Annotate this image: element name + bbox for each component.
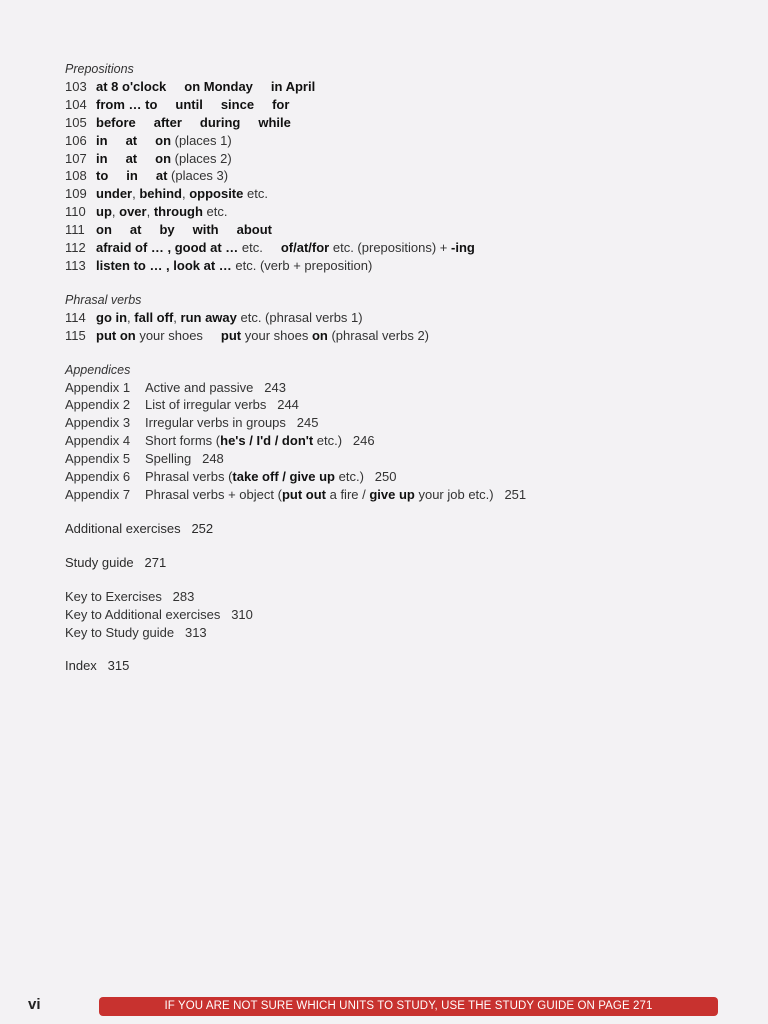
bold-term: put out [281,486,326,502]
key-entry: Key to Exercises 283 [65,588,195,604]
unit-number: 111 [65,222,85,238]
bold-term: give up [369,486,415,502]
bold-term: on [155,150,172,166]
entry-text: , [132,186,140,202]
section-title-prepositions: Prepositions [65,62,134,76]
entry-text: your shoes [241,327,312,343]
bold-term: since [220,96,255,112]
entry-text: etc. (verb + preposition) [231,257,373,273]
entry-text: Irregular verbs in groups 245 [145,415,319,431]
entry-text: etc. (phrasal verbs 1) [236,309,363,325]
bold-term: on Monday [184,79,253,94]
bold-term: -ing [451,240,475,256]
unit-entry-107 [65,150,745,168]
entry-text: , [181,186,190,202]
bold-term: at [155,168,168,184]
bold-term: from … to [96,96,158,112]
page-number: vi [28,996,41,1013]
entry-text: (places 2) [171,150,232,166]
bold-term: put [220,327,242,343]
entry-text: etc. [202,204,228,220]
entry-text: etc. (prepositions) + [329,240,451,256]
entry-text: Phrasal verbs ( [145,469,233,485]
entry-text: List of irregular verbs 244 [145,397,299,413]
appendix-label: Appendix 1 [65,379,131,395]
section-title-appendices: Appendices [65,362,131,377]
unit-entry-111 [65,221,745,239]
entry-text: etc.) 250 [335,469,397,485]
unit-number: 107 [65,150,87,166]
bold-term: after [153,114,182,130]
section-title-phrasal-verbs: Phrasal verbs [65,292,142,307]
bold-term: until [175,96,203,112]
phrasal-verbs-list [65,309,745,345]
appendices-list [65,379,745,504]
appendix-entry-1 [65,379,745,397]
entry-text: etc. [238,240,263,256]
bold-term: behind [139,186,182,202]
entry-text: Phrasal verbs + object ( [145,486,282,502]
bold-term: under [96,186,133,202]
unit-entry-108 [65,167,745,185]
appendix-entry-4 [65,432,745,450]
entry-text: (phrasal verbs 2) [327,327,430,343]
entry-text: (places 1) [171,132,232,148]
unit-number: 112 [65,240,86,256]
unit-number: 105 [65,114,87,130]
unit-entry-104 [65,96,745,114]
bold-term: run away [180,309,237,325]
unit-entry-114 [65,309,745,327]
prepositions-list [65,78,745,275]
unit-entry-103 [65,78,745,96]
bold-term: afraid of … , good at … [96,240,239,256]
appendix-label: Appendix 3 [65,415,131,431]
footer-banner: IF YOU ARE NOT SURE WHICH UNITS TO STUDY, USE THE STUDY GUIDE ON PAGE 271 [99,997,718,1016]
appendix-entry-5 [65,450,745,468]
bold-term: for [272,96,290,112]
bold-term: while [258,114,291,130]
unit-number: 110 [65,204,86,220]
unit-number: 113 [65,257,86,273]
bold-term: in [126,168,138,184]
bold-term: on [96,222,112,238]
entry-text: etc.) 246 [313,433,375,449]
entry-text: , [111,204,120,220]
bold-term: to [96,168,109,184]
entry-text: (places 3) [167,168,229,184]
bold-term: at [125,132,138,148]
bold-term: over [119,204,147,220]
unit-entry-113 [65,257,745,275]
key-entry: Key to Additional exercises 310 [65,606,253,622]
bold-term: on [311,327,328,343]
unit-entry-105 [65,114,745,132]
additional-exercises-entry: Additional exercises 252 [65,520,214,536]
entry-text: Spelling 248 [145,451,224,467]
unit-number: 103 [65,79,87,94]
unit-entry-109 [65,185,745,203]
bold-term: on [155,132,172,148]
appendix-entry-7 [65,486,745,504]
appendix-label: Appendix 2 [65,397,131,413]
bold-term: of/at/for [280,240,330,256]
study-guide-entry: Study guide 271 [65,554,167,570]
bold-term: by [159,222,175,238]
entry-text: , [173,309,181,325]
unit-number: 109 [65,186,87,202]
unit-number: 115 [65,327,86,343]
bold-term: in [96,132,108,148]
contents-list [65,60,745,675]
bold-term: listen to … , look at … [96,257,232,273]
bold-term: in [96,150,108,166]
keys-list [65,588,745,642]
bold-term: through [153,204,203,220]
unit-number: 114 [65,309,86,325]
bold-term: about [236,222,273,238]
bold-term: with [192,222,219,238]
unit-entry-115 [65,327,745,345]
unit-entry-112 [65,239,745,257]
bold-term: during [199,114,241,130]
bold-term: he's / I'd / don't [220,433,314,449]
bold-term: go in [96,309,128,325]
unit-number: 104 [65,96,87,112]
bold-term: put on [96,327,136,343]
entry-text: Active and passive 243 [145,379,286,395]
appendix-label: Appendix 5 [65,451,131,467]
bold-term: fall off [134,309,174,325]
entry-text: etc. [243,186,268,202]
bold-term: take off / give up [232,469,335,485]
appendix-label: Appendix 7 [65,486,131,502]
key-entry: Key to Study guide 313 [65,624,207,640]
bold-term: in April [270,79,316,94]
bold-term: opposite [189,186,244,202]
entry-text: , [127,309,135,325]
appendix-entry-3 [65,414,745,432]
unit-number: 108 [65,168,87,184]
appendix-label: Appendix 4 [65,433,131,449]
unit-entry-106 [65,132,745,150]
entry-text: a fire / [325,486,370,502]
entry-text: your shoes [135,327,203,343]
appendix-label: Appendix 6 [65,469,131,485]
bold-term: at 8 o'clock [96,79,167,94]
bold-term: before [96,114,136,130]
entry-text: Short forms ( [145,433,221,449]
bold-term: at [125,150,138,166]
index-entry: Index 315 [65,658,130,674]
entry-text: your job etc.) 251 [414,486,527,502]
bold-term: at [129,222,142,238]
unit-entry-110 [65,203,745,221]
bold-term: up [96,204,112,220]
appendix-entry-6 [65,468,745,486]
unit-number: 106 [65,132,87,148]
entry-text: , [146,204,154,220]
appendix-entry-2 [65,396,745,414]
